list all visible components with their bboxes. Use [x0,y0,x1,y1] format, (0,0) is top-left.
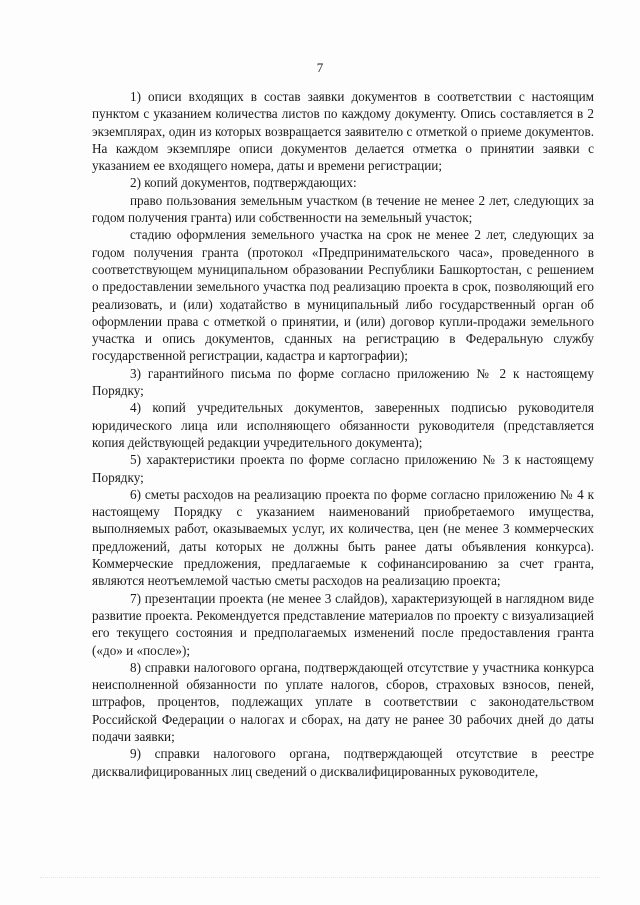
paragraph-item-3: 3) гарантийного письма по форме согласно приложению № 2 к настоящему Порядку; [92,365,594,399]
document-body [92,88,594,780]
paragraph-land-stage: стадию оформления земельного участка на срок не менее 2 лет, следующих за годом получения гранта (протокол «Предпринимательского часа», проведенного в соответствующем муниципальном образовании Республики Башкортостан, с решением о предоставлении земельного участка под реализацию проекта в срок, позволяющий его реализовать, и (или) ходатайство в муниципальный либо государственный орган об оформлении права с отметкой о принятии, и (или) договор купли-продажи земельного участка и опись документов, сданных на регистрацию в Федеральную службу государственной регистрации, кадастра и картографии); [92,227,594,364]
page-number: 7 [316,60,324,75]
paragraph-item-9: 9) справки налогового органа, подтверждающей отсутствие в реестре дисквалифицированных лиц сведений о дисквалифицированных руководителе, [92,746,594,779]
paragraph-item-6: 6) сметы расходов на реализацию проекта по форме согласно приложению № 4 к настоящему Порядку с указанием наименований приобретаемого имущества, выполняемых работ, оказываемых услуг, их количества, цен (не менее 3 коммерческих предложений, даты которых не должны быть ранее даты объявления конкурса). Коммерческие предложения, предлагаемые к софинансированию за счет гранта, являются неотъемлемой частью сметы расходов на реализацию проекта; [92,486,594,589]
paragraph-item-2: 2) копий документов, подтверждающих: [130,175,357,191]
paragraph-item-8: 8) справки налогового органа, подтверждающей отсутствие у участника конкурса неисполненной обязанности по уплате налогов, сборов, страховых взносов, пеней, штрафов, процентов, подлежащих уплате в соответствии с законодательством Российской Федерации о налогах и сборах, на дату не ранее 30 рабочих дней до даты подачи заявки; [92,659,594,744]
paragraph-item-7: 7) презентации проекта (не менее 3 слайдов), характеризующей в наглядном виде развитие проекта. Рекомендуется представление материалов по проекту с визуализацией его текущего состояния и предполагаемых изменений после предоставления гранта («до» и «после»); [92,590,594,658]
paragraph-item-4: 4) копий учредительных документов, заверенных подписью руководителя юридического лица или исполняющего обязанности руководителя (представляется копия действующей редакции учредительного документа); [92,400,594,450]
scan-artifact-line [40,877,600,879]
paragraph-item-5: 5) характеристики проекта по форме согласно приложению № 3 к настоящему Порядку; [92,452,594,485]
paragraph-land-right: право пользования земельным участком (в течение не менее 2 лет, следующих за годом получения гранта) или собственности на земельный участок; [92,192,594,226]
paragraph-item-1: 1) описи входящих в состав заявки документов в соответствии с настоящим пунктом с указанием количества листов по каждому документу. Опись составляется в 2 экземплярах, один из которых возвращается заявителю с отметкой о приеме документов. На каждом экземпляре описи документов делается отметка о принятии заявки с указанием ее входящего номера, даты и времени регистрации; [92,89,594,174]
